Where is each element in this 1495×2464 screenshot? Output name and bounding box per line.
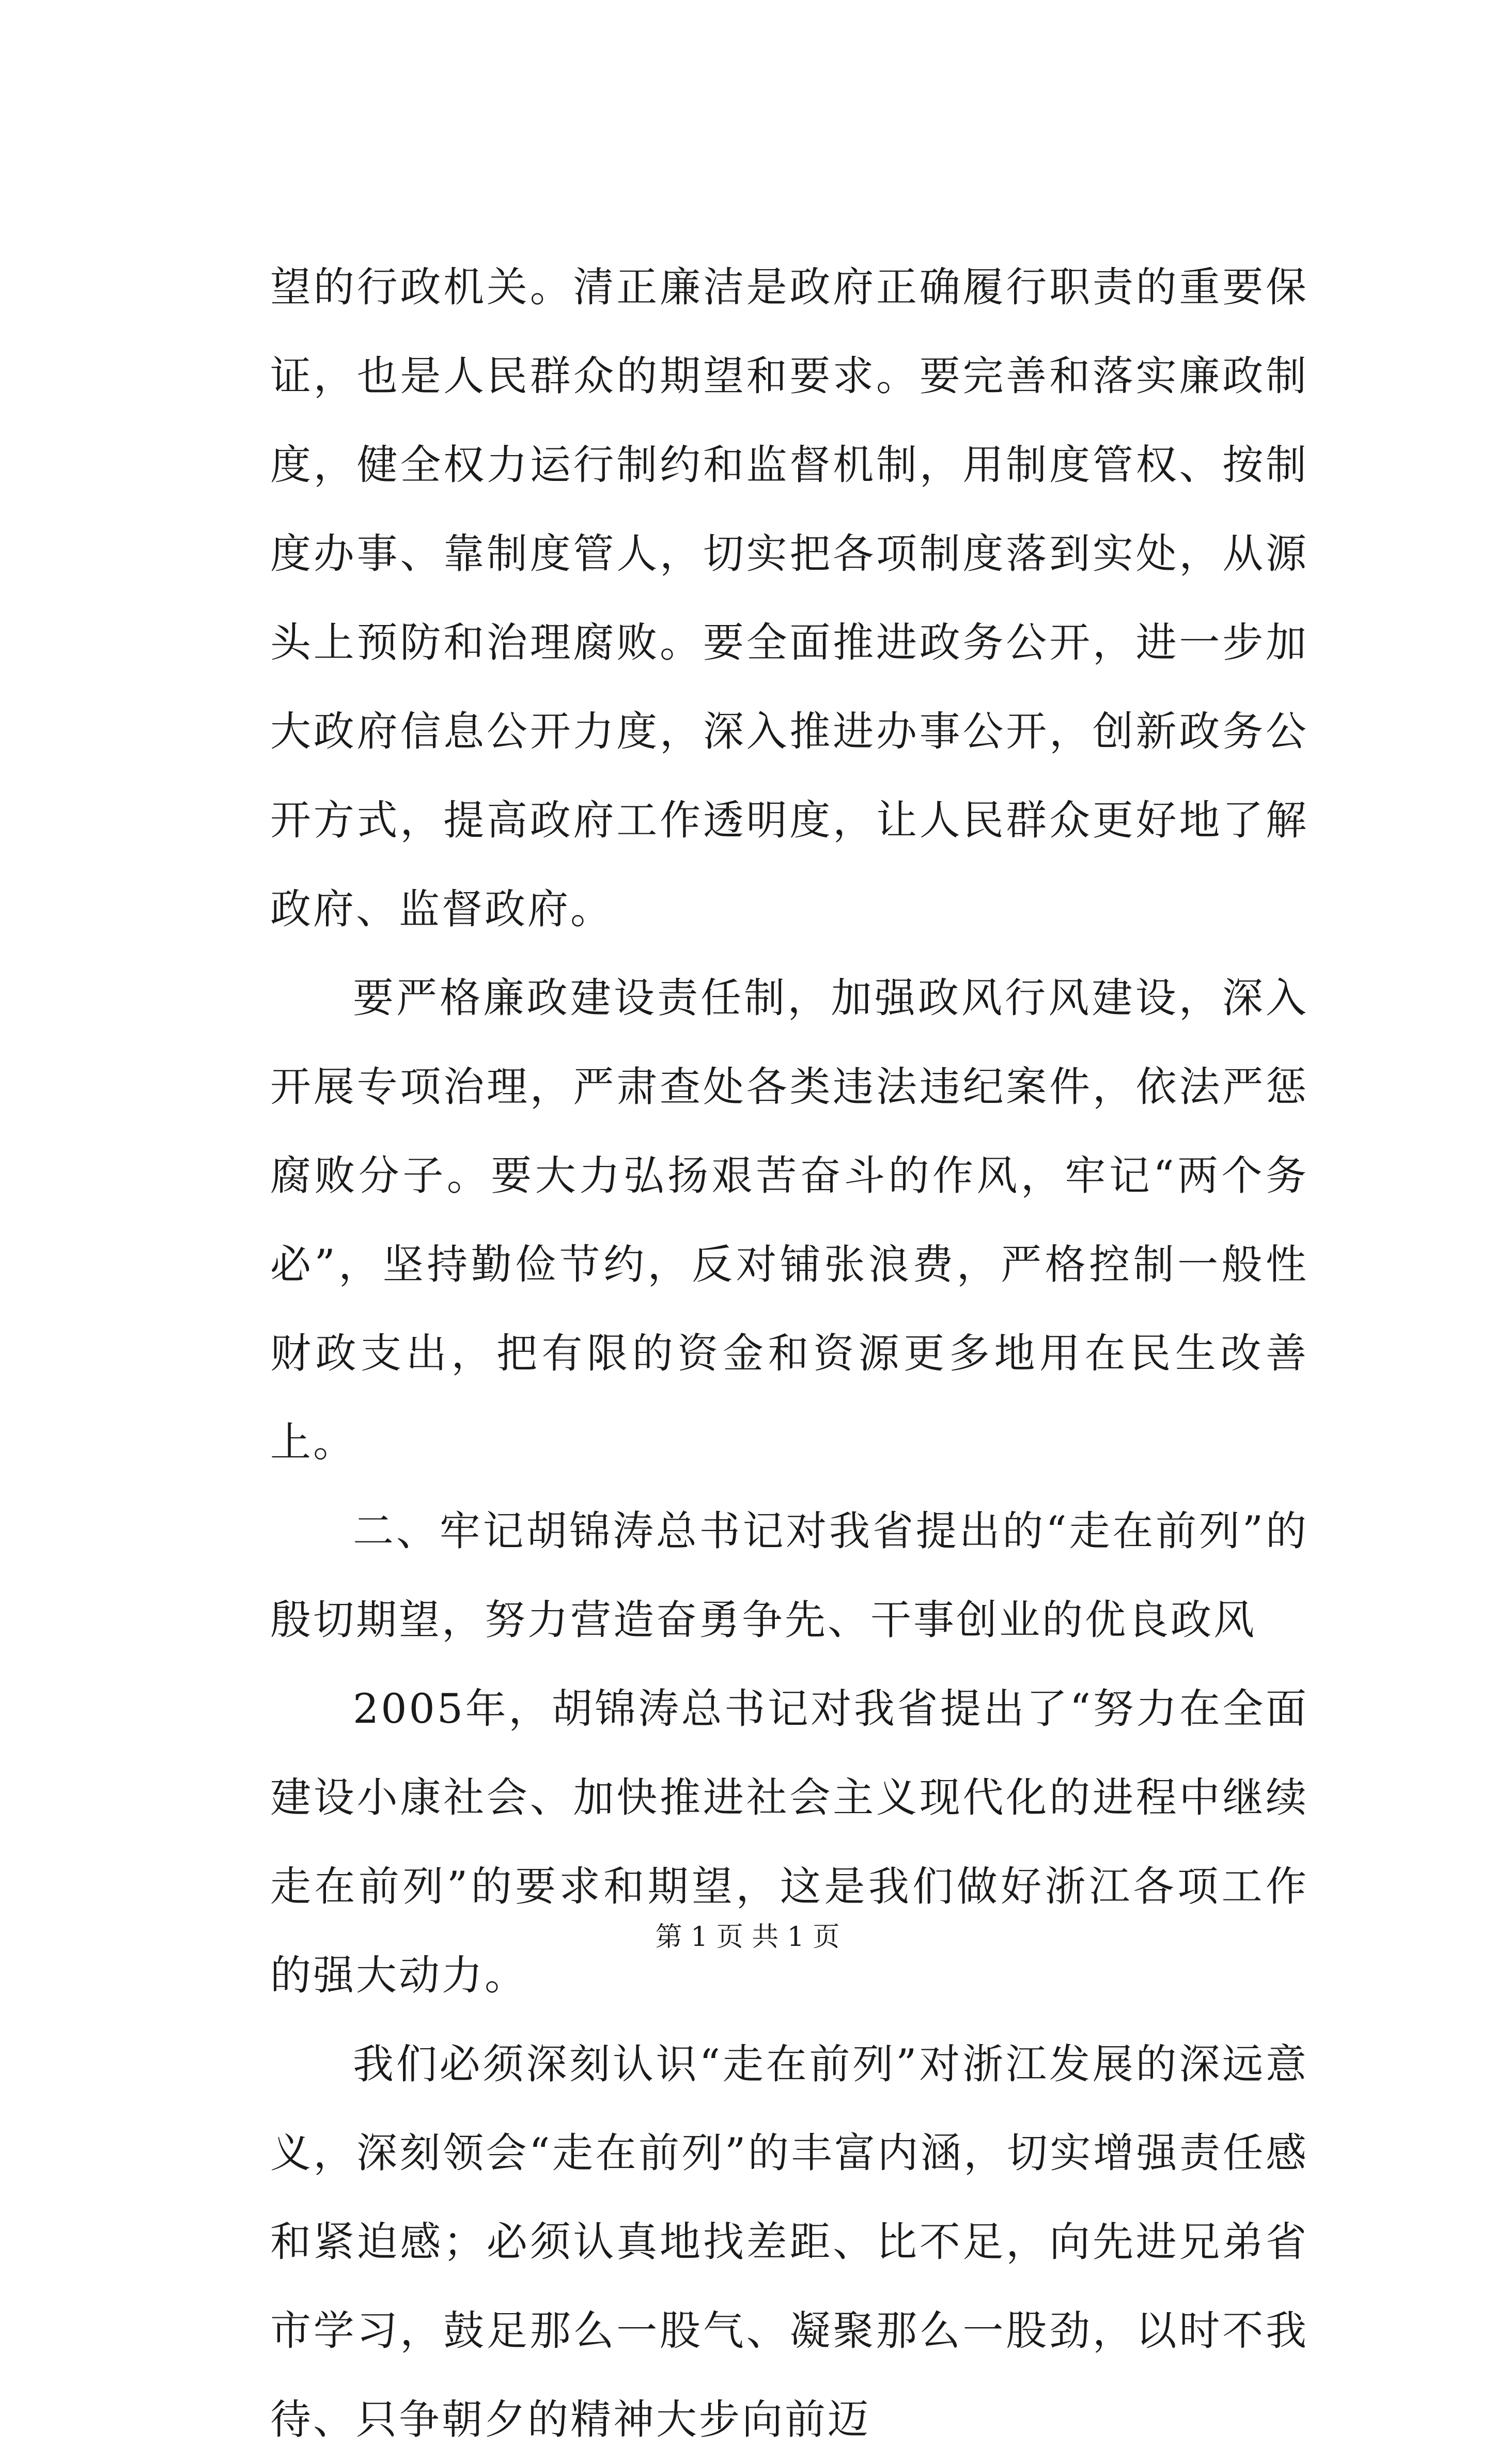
document-body [270, 243, 1309, 2464]
paragraph-4: 我们必须深刻认识“走在前列”对浙江发展的深远意义，深刻领会“走在前列”的丰富内涵，切实增强责任感和紧迫感；必须认真地找差距、比不足，向先进兄弟省市学习，鼓足那么一股气、凝聚那么一股劲，以时不我待、只争朝夕的精神大步向前迈 [270, 2040, 1309, 2443]
paragraph-2: 要严格廉政建设责任制，加强政风行风建设，深入开展专项治理，严肃查处各类违法违纪案件，依法严惩腐败分子。要大力弘扬艰苦奋斗的作风，牢记“两个务必”，坚持勤俭节约，反对铺张浪费，严格控制一般性财政支出，把有限的资金和资源更多地用在民生改善上。 [270, 974, 1309, 1466]
page-number-footer: 第 1 页 共 1 页 [655, 1922, 840, 1953]
paragraph-3: 2005年，胡锦涛总书记对我省提出了“努力在全面建设小康社会、加快推进社会主义现代化的进程中继续走在前列”的要求和期望，这是我们做好浙江各项工作的强大动力。 [270, 1685, 1309, 1999]
paragraph-1: 望的行政机关。清正廉洁是政府正确履行职责的重要保证，也是人民群众的期望和要求。要完善和落实廉政制度，健全权力运行制约和监督机制，用制度管权、按制度办事、靠制度管人，切实把各项制度落到实处，从源头上预防和治理腐败。要全面推进政务公开，进一步加大政府信息公开力度，深入推进办事公开，创新政务公开方式，提高政府工作透明度，让人民群众更好地了解政府、监督政府。 [270, 263, 1309, 933]
section-heading-2: 二、牢记胡锦涛总书记对我省提出的“走在前列”的殷切期望，努力营造奋勇争先、干事创业的优良政风 [270, 1507, 1309, 1644]
